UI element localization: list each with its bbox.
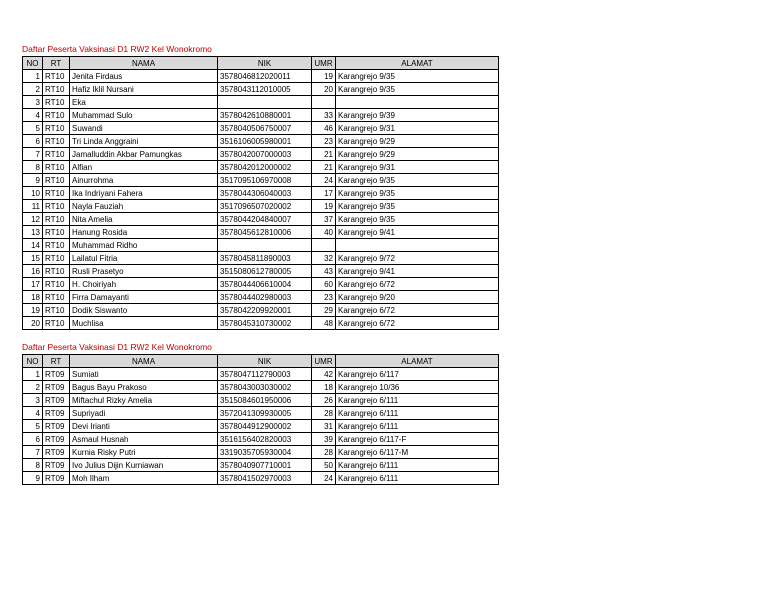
cell-rt: RT10 [43,96,70,109]
cell-rt: RT10 [43,122,70,135]
cell-rt: RT10 [43,109,70,122]
cell-nik: 3516106005980001 [218,135,312,148]
cell-rt: RT10 [43,174,70,187]
participants-table-rt09 [22,354,499,485]
cell-umr: 26 [312,394,336,407]
cell-umr: 19 [312,200,336,213]
cell-rt: RT09 [43,368,70,381]
table-row [23,446,499,459]
table-row [23,407,499,420]
header-nama: NAMA [70,57,218,70]
table-row [23,122,499,135]
cell-umr: 40 [312,226,336,239]
cell-nik: 3572041309930005 [218,407,312,420]
cell-rt: RT10 [43,291,70,304]
cell-nama: Suwandi [70,122,218,135]
table-row [23,381,499,394]
cell-nik [218,96,312,109]
cell-rt: RT10 [43,265,70,278]
cell-umr: 43 [312,265,336,278]
cell-alamat: Karangrejo 6/111 [336,420,499,433]
table-row [23,174,499,187]
table-row [23,109,499,122]
cell-nama: Devi Irianti [70,420,218,433]
cell-nama: Muchlisa [70,317,218,330]
cell-nik: 3578042209920001 [218,304,312,317]
table-row [23,394,499,407]
cell-no: 5 [23,420,43,433]
cell-umr: 24 [312,174,336,187]
cell-nama: Firra Damayanti [70,291,218,304]
table-body [23,368,499,485]
cell-alamat: Karangrejo 6/111 [336,407,499,420]
header-alamat: ALAMAT [336,57,499,70]
cell-alamat: Karangrejo 9/35 [336,174,499,187]
cell-nama: Asmaul Husnah [70,433,218,446]
cell-alamat: Karangrejo 9/41 [336,265,499,278]
cell-rt: RT09 [43,472,70,485]
header-row [23,57,499,70]
cell-rt: RT09 [43,407,70,420]
cell-nik: 3578046812020011 [218,70,312,83]
header-row [23,355,499,368]
table-row [23,200,499,213]
header-no: NO [23,355,43,368]
cell-umr: 33 [312,109,336,122]
cell-nama: Jenita Firdaus [70,70,218,83]
cell-alamat: Karangrejo 6/72 [336,304,499,317]
cell-no: 8 [23,459,43,472]
table-title: Daftar Peserta Vaksinasi D1 RW2 Kel Wonokromo [22,44,212,54]
cell-alamat: Karangrejo 9/41 [336,226,499,239]
cell-nik: 3515080612780005 [218,265,312,278]
cell-nik: 3578041502970003 [218,472,312,485]
participants-table-rt10 [22,56,499,330]
cell-alamat: Karangrejo 9/29 [336,135,499,148]
cell-no: 1 [23,70,43,83]
cell-no: 7 [23,148,43,161]
cell-nik: 3578044912900002 [218,420,312,433]
cell-alamat: Karangrejo 6/72 [336,317,499,330]
cell-umr: 31 [312,420,336,433]
cell-alamat: Karangrejo 6/111 [336,394,499,407]
cell-nik: 3517096507020002 [218,200,312,213]
table-row [23,161,499,174]
table-row [23,83,499,96]
cell-rt: RT10 [43,252,70,265]
header-umr: UMR [312,57,336,70]
cell-nik: 3578043003030002 [218,381,312,394]
cell-nik: 3578042012000002 [218,161,312,174]
cell-nama: Lailatul Fitria [70,252,218,265]
cell-no: 18 [23,291,43,304]
cell-nama: Ivo Julius Dijin Kurniawan [70,459,218,472]
cell-nama: Muhammad Ridho [70,239,218,252]
cell-nik: 3578045310730002 [218,317,312,330]
cell-no: 14 [23,239,43,252]
table-row [23,148,499,161]
cell-rt: RT10 [43,187,70,200]
cell-umr: 18 [312,381,336,394]
table-row [23,226,499,239]
cell-rt: RT10 [43,135,70,148]
cell-no: 7 [23,446,43,459]
cell-alamat: Karangrejo 9/29 [336,148,499,161]
table-row [23,304,499,317]
cell-umr [312,239,336,252]
cell-nama: Nita Amelia [70,213,218,226]
cell-no: 11 [23,200,43,213]
header-rt: RT [43,57,70,70]
cell-no: 3 [23,96,43,109]
cell-nama: H. Choiriyah [70,278,218,291]
cell-nik: 3578044204840007 [218,213,312,226]
cell-rt: RT09 [43,446,70,459]
cell-nik: 3578047112790003 [218,368,312,381]
cell-rt: RT10 [43,161,70,174]
cell-umr: 50 [312,459,336,472]
cell-no: 4 [23,407,43,420]
table-row [23,252,499,265]
cell-no: 13 [23,226,43,239]
header-nama: NAMA [70,355,218,368]
cell-nama: Miftachul Rizky Amelia [70,394,218,407]
cell-alamat: Karangrejo 9/35 [336,200,499,213]
cell-no: 19 [23,304,43,317]
table-body [23,70,499,330]
table-row [23,433,499,446]
table-section-rt09 [22,341,499,485]
cell-no: 8 [23,161,43,174]
cell-nik: 3578045811890003 [218,252,312,265]
cell-alamat: Karangrejo 9/35 [336,70,499,83]
cell-umr: 24 [312,472,336,485]
cell-alamat: Karangrejo 6/111 [336,472,499,485]
cell-nama: Ika Indriyani Fahera [70,187,218,200]
table-row [23,472,499,485]
table-row [23,265,499,278]
cell-umr: 28 [312,407,336,420]
cell-umr: 48 [312,317,336,330]
cell-umr: 42 [312,368,336,381]
cell-nama: Alfian [70,161,218,174]
header-nik: NIK [218,57,312,70]
cell-alamat: Karangrejo 9/35 [336,213,499,226]
cell-umr: 20 [312,83,336,96]
table-row [23,239,499,252]
table-row [23,368,499,381]
cell-alamat: Karangrejo 6/111 [336,459,499,472]
cell-nama: Jamalluddin Akbar Pamungkas [70,148,218,161]
cell-umr: 19 [312,70,336,83]
cell-nama: Tri Linda Anggraini [70,135,218,148]
cell-nama: Rusli Prasetyo [70,265,218,278]
cell-no: 12 [23,213,43,226]
cell-alamat: Karangrejo 9/35 [336,83,499,96]
cell-rt: RT10 [43,83,70,96]
cell-umr: 21 [312,161,336,174]
cell-nama: Dodik Siswanto [70,304,218,317]
table-row [23,70,499,83]
cell-nama: Bagus Bayu Prakoso [70,381,218,394]
cell-nama: Muhammad Sulo [70,109,218,122]
table-row [23,278,499,291]
cell-nik: 3578040907710001 [218,459,312,472]
cell-nik: 3578040506750007 [218,122,312,135]
cell-alamat: Karangrejo 10/36 [336,381,499,394]
header-alamat: ALAMAT [336,355,499,368]
cell-rt: RT09 [43,433,70,446]
cell-umr: 46 [312,122,336,135]
cell-nik: 3578042610880001 [218,109,312,122]
cell-no: 4 [23,109,43,122]
cell-nik [218,239,312,252]
cell-no: 9 [23,472,43,485]
header-rt: RT [43,355,70,368]
table-row [23,291,499,304]
cell-no: 10 [23,187,43,200]
cell-nik: 3319035705930004 [218,446,312,459]
header-umr: UMR [312,355,336,368]
cell-nik: 3517095106970008 [218,174,312,187]
cell-nama: Moh Ilham [70,472,218,485]
cell-nama: Supriyadi [70,407,218,420]
cell-umr: 39 [312,433,336,446]
header-no: NO [23,57,43,70]
table-section-rt10 [22,43,499,330]
cell-rt: RT09 [43,459,70,472]
cell-nama: Hanung Rosida [70,226,218,239]
cell-umr: 60 [312,278,336,291]
cell-nik: 3578044402980003 [218,291,312,304]
cell-no: 1 [23,368,43,381]
cell-no: 3 [23,394,43,407]
table-row [23,459,499,472]
cell-alamat: Karangrejo 6/117-M [336,446,499,459]
cell-umr: 17 [312,187,336,200]
cell-rt: RT09 [43,381,70,394]
cell-rt: RT10 [43,200,70,213]
cell-alamat: Karangrejo 9/31 [336,161,499,174]
cell-nik: 3578044406610004 [218,278,312,291]
cell-nik: 3516156402820003 [218,433,312,446]
cell-alamat: Karangrejo 6/117-F [336,433,499,446]
cell-rt: RT09 [43,394,70,407]
cell-no: 17 [23,278,43,291]
table-row [23,187,499,200]
cell-umr: 21 [312,148,336,161]
cell-rt: RT10 [43,213,70,226]
cell-alamat: Karangrejo 9/35 [336,187,499,200]
cell-no: 6 [23,135,43,148]
cell-no: 9 [23,174,43,187]
cell-alamat: Karangrejo 9/72 [336,252,499,265]
cell-umr: 28 [312,446,336,459]
cell-alamat [336,96,499,109]
cell-rt: RT09 [43,420,70,433]
cell-rt: RT10 [43,304,70,317]
cell-rt: RT10 [43,148,70,161]
cell-nik: 3578045612810006 [218,226,312,239]
cell-umr: 37 [312,213,336,226]
table-row [23,135,499,148]
cell-alamat [336,239,499,252]
cell-alamat: Karangrejo 9/20 [336,291,499,304]
cell-umr: 23 [312,291,336,304]
cell-rt: RT10 [43,317,70,330]
cell-no: 2 [23,83,43,96]
cell-umr [312,96,336,109]
cell-rt: RT10 [43,278,70,291]
cell-nik: 3578042007000003 [218,148,312,161]
cell-umr: 29 [312,304,336,317]
table-row [23,317,499,330]
table-row [23,213,499,226]
cell-nama: Nayla Fauziah [70,200,218,213]
cell-no: 2 [23,381,43,394]
table-row [23,420,499,433]
table-title: Daftar Peserta Vaksinasi D1 RW2 Kel Wonokromo [22,342,212,352]
table-row [23,96,499,109]
cell-nama: Sumiati [70,368,218,381]
cell-nama: Ainurrohma [70,174,218,187]
cell-alamat: Karangrejo 6/72 [336,278,499,291]
cell-nik: 3515084601950006 [218,394,312,407]
cell-no: 16 [23,265,43,278]
cell-no: 20 [23,317,43,330]
cell-nik: 3578043112010005 [218,83,312,96]
header-nik: NIK [218,355,312,368]
cell-nama: Kurnia Risky Putri [70,446,218,459]
cell-nama: Hafiz Iklil Nursani [70,83,218,96]
cell-rt: RT10 [43,226,70,239]
cell-umr: 32 [312,252,336,265]
cell-no: 5 [23,122,43,135]
cell-rt: RT10 [43,239,70,252]
cell-nik: 3578044306040003 [218,187,312,200]
cell-alamat: Karangrejo 6/117 [336,368,499,381]
cell-umr: 23 [312,135,336,148]
cell-nama: Eka [70,96,218,109]
cell-alamat: Karangrejo 9/31 [336,122,499,135]
cell-no: 6 [23,433,43,446]
cell-no: 15 [23,252,43,265]
cell-alamat: Karangrejo 9/39 [336,109,499,122]
cell-rt: RT10 [43,70,70,83]
